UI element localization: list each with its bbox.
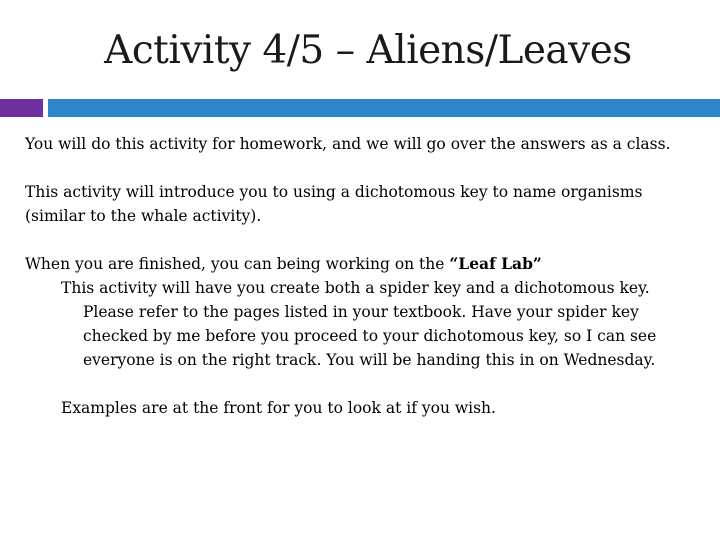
paragraph-dichotomous-intro: This activity will introduce you to using a dichotomous key to name organisms (similar to the whale activity). <box>25 183 643 225</box>
paragraph-examples: Examples are at the front for you to look at if you wish. <box>61 399 496 417</box>
paragraph-homework: You will do this activity for homework, and we will go over the answers as a class. <box>25 135 671 153</box>
slide-title: Activity 4/5 – Aliens/Leaves <box>104 28 632 73</box>
paragraph-leaf-lab <box>25 252 705 276</box>
paragraph-leaf-lab-details: This activity will have you create both a spider key and a dichotomous key. Please refer to the pages listed in your textbook. Have your spider key checked by me before you proceed to your dichotomous key, so I can see everyone is on the right track. You will be handing this in on Wednesday. <box>61 279 657 369</box>
accent-bar-right <box>48 99 720 117</box>
slide-body <box>25 132 705 420</box>
leaf-lab-prefix: When you are finished, you can being working on the <box>25 255 450 273</box>
accent-bar-left <box>0 99 43 117</box>
leaf-lab-title: “Leaf Lab” <box>449 254 542 273</box>
